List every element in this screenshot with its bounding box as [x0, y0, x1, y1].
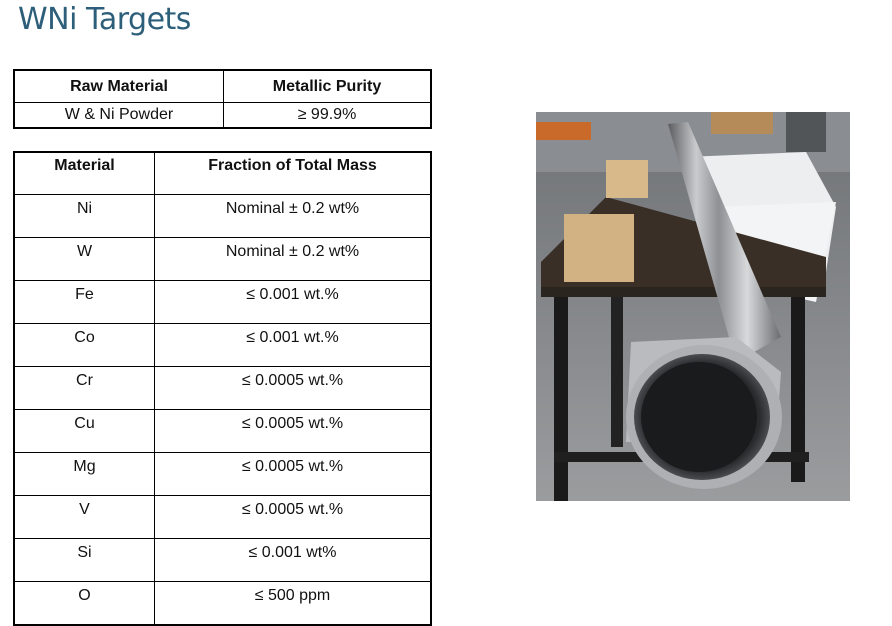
target-tube-photo [536, 112, 850, 501]
column-header: Raw Material [14, 70, 224, 103]
table-row [14, 324, 431, 367]
table-cell: Co [14, 324, 155, 367]
table-cell: Cu [14, 410, 155, 453]
table-cell: Fe [14, 281, 155, 324]
table-row [14, 410, 431, 453]
table-cell: Nominal ± 0.2 wt% [155, 238, 432, 281]
table-cell: W & Ni Powder [14, 103, 224, 129]
column-header: Material [14, 152, 155, 195]
table-cell: ≥ 99.9% [224, 103, 432, 129]
table-cell: Si [14, 539, 155, 582]
column-header: Metallic Purity [224, 70, 432, 103]
table-header-row [14, 152, 431, 195]
table-row [14, 539, 431, 582]
table-row [14, 453, 431, 496]
table-row [14, 367, 431, 410]
table-cell: Mg [14, 453, 155, 496]
table-row [14, 496, 431, 539]
table-row [14, 582, 431, 626]
page-title: WNi Targets [18, 2, 191, 37]
composition-table [13, 151, 432, 626]
table-cell: ≤ 0.001 wt.% [155, 281, 432, 324]
table-cell: W [14, 238, 155, 281]
table-cell: ≤ 0.0005 wt.% [155, 410, 432, 453]
table-row [14, 281, 431, 324]
table-cell: ≤ 500 ppm [155, 582, 432, 626]
table-cell: ≤ 0.001 wt% [155, 539, 432, 582]
table-header-row [14, 70, 431, 103]
table-cell: Cr [14, 367, 155, 410]
column-header: Fraction of Total Mass [155, 152, 432, 195]
table-cell: Nominal ± 0.2 wt% [155, 195, 432, 238]
purity-table [13, 69, 432, 129]
table-cell: Ni [14, 195, 155, 238]
table-cell: ≤ 0.0005 wt.% [155, 453, 432, 496]
table-cell: ≤ 0.0005 wt.% [155, 496, 432, 539]
table-cell: ≤ 0.001 wt.% [155, 324, 432, 367]
table-cell: ≤ 0.0005 wt.% [155, 367, 432, 410]
table-row [14, 238, 431, 281]
table-cell: V [14, 496, 155, 539]
table-row [14, 195, 431, 238]
table-cell: O [14, 582, 155, 626]
table-row [14, 103, 431, 129]
